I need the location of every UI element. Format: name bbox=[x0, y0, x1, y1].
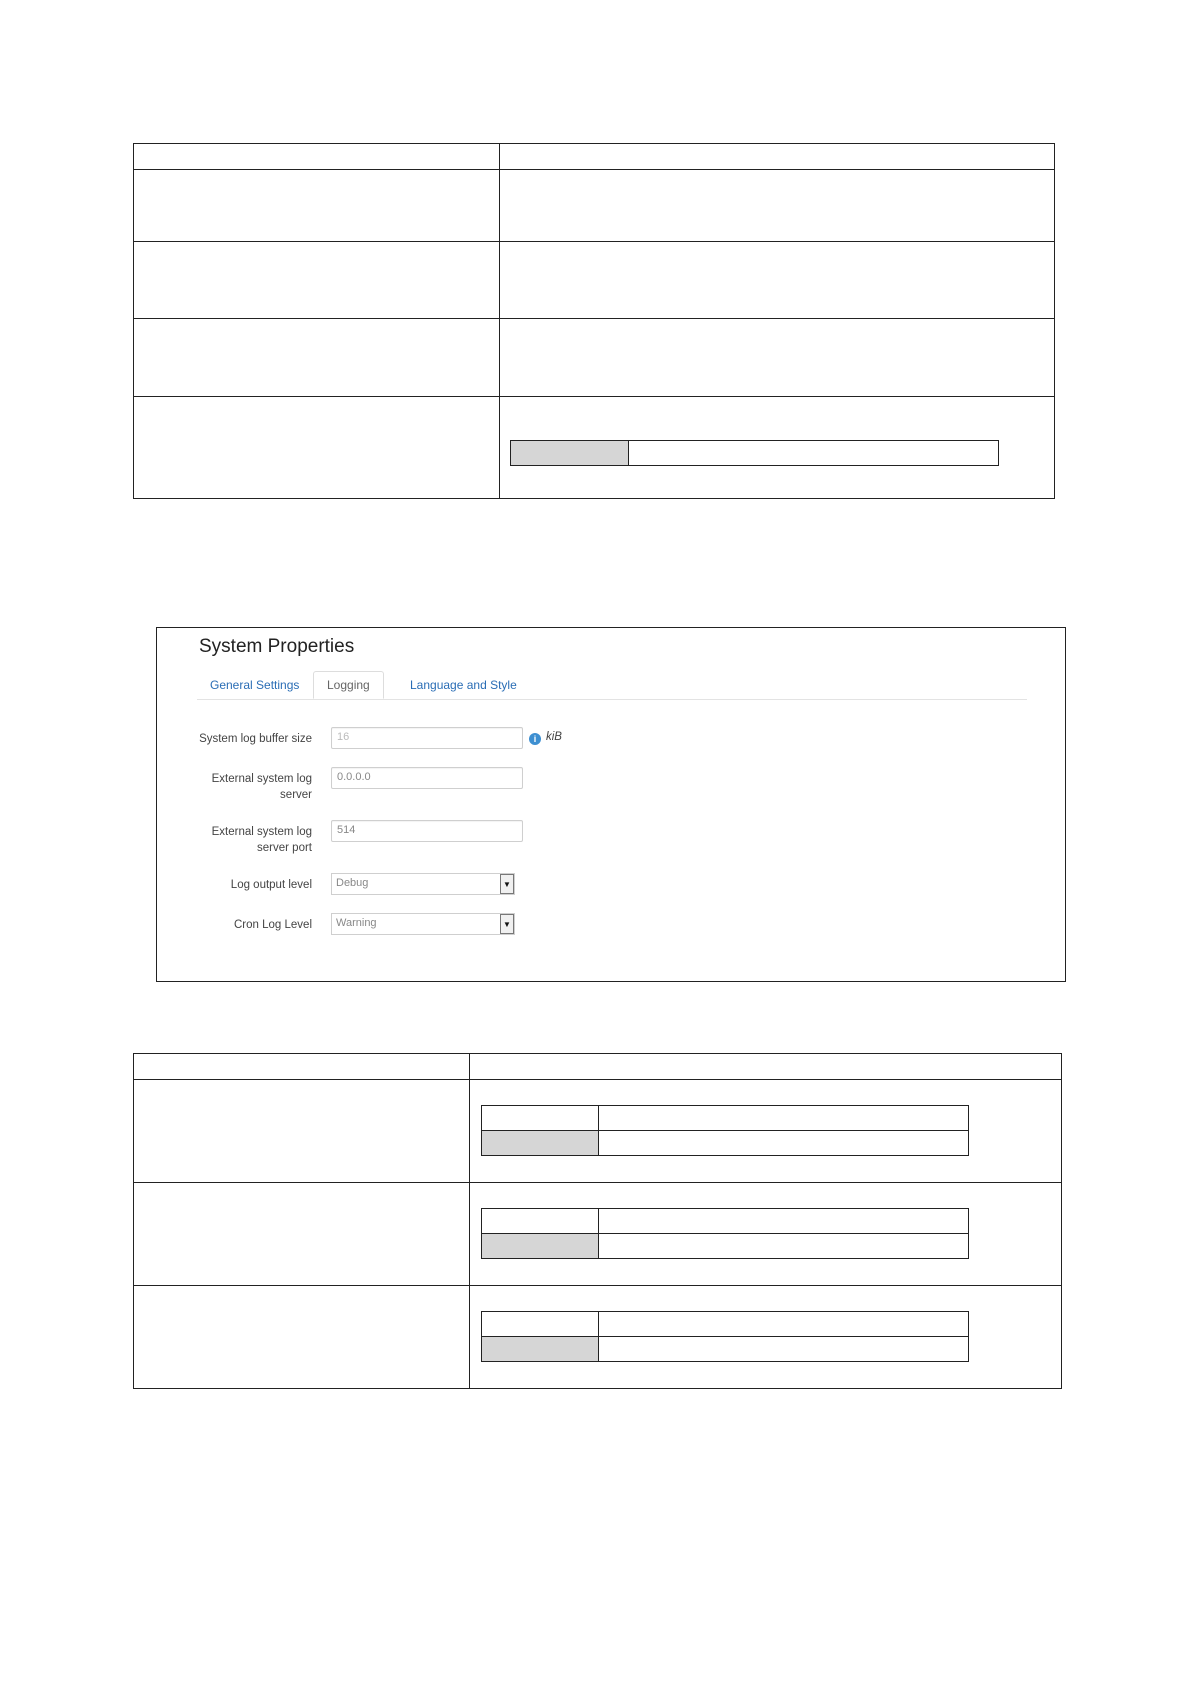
table-row bbox=[134, 1183, 1062, 1286]
value-subtable bbox=[481, 1105, 969, 1156]
value-subtable bbox=[481, 1208, 969, 1259]
parameters-table-1 bbox=[133, 143, 1055, 499]
log-server-label-line1: External system log bbox=[211, 773, 312, 785]
tab-language-and-style[interactable]: Language and Style bbox=[410, 678, 517, 692]
tab-bar bbox=[197, 671, 1027, 700]
buffer-size-input[interactable]: 16 bbox=[331, 727, 523, 749]
cron-log-level-label: Cron Log Level bbox=[234, 919, 312, 931]
table-row bbox=[134, 1080, 1062, 1183]
cron-log-level-select[interactable] bbox=[331, 913, 515, 935]
cron-log-level-value: Warning bbox=[336, 917, 377, 929]
value-subtable bbox=[481, 1311, 969, 1362]
buffer-size-unit: kiB bbox=[546, 731, 562, 743]
page-title: System Properties bbox=[199, 636, 355, 657]
log-output-level-value: Debug bbox=[336, 877, 369, 889]
tab-logging[interactable]: Logging bbox=[313, 671, 384, 699]
parameters-table-2 bbox=[133, 1053, 1062, 1389]
log-server-port-input[interactable]: 514 bbox=[331, 820, 523, 842]
table-row bbox=[134, 170, 1055, 242]
table-row bbox=[134, 397, 1055, 499]
tab-general-settings[interactable]: General Settings bbox=[210, 678, 300, 692]
log-server-port-label-line1: External system log bbox=[211, 826, 312, 838]
log-server-label-line2: server bbox=[280, 789, 312, 801]
log-output-level-label: Log output level bbox=[230, 879, 312, 891]
system-properties-screenshot bbox=[156, 627, 1066, 982]
log-output-level-select[interactable] bbox=[331, 873, 515, 895]
log-server-port-label-line2: server port bbox=[257, 842, 312, 854]
table-header-row bbox=[134, 1054, 1062, 1080]
chevron-down-icon[interactable]: ▼ bbox=[500, 914, 514, 934]
value-subtable bbox=[510, 440, 999, 466]
buffer-size-label: System log buffer size bbox=[199, 733, 312, 745]
table-header-row bbox=[134, 144, 1055, 170]
chevron-down-icon[interactable]: ▼ bbox=[500, 874, 514, 894]
log-server-input[interactable]: 0.0.0.0 bbox=[331, 767, 523, 789]
table-row bbox=[134, 1286, 1062, 1389]
info-icon[interactable]: i bbox=[529, 733, 541, 745]
table-row bbox=[134, 242, 1055, 319]
table-row bbox=[134, 319, 1055, 397]
